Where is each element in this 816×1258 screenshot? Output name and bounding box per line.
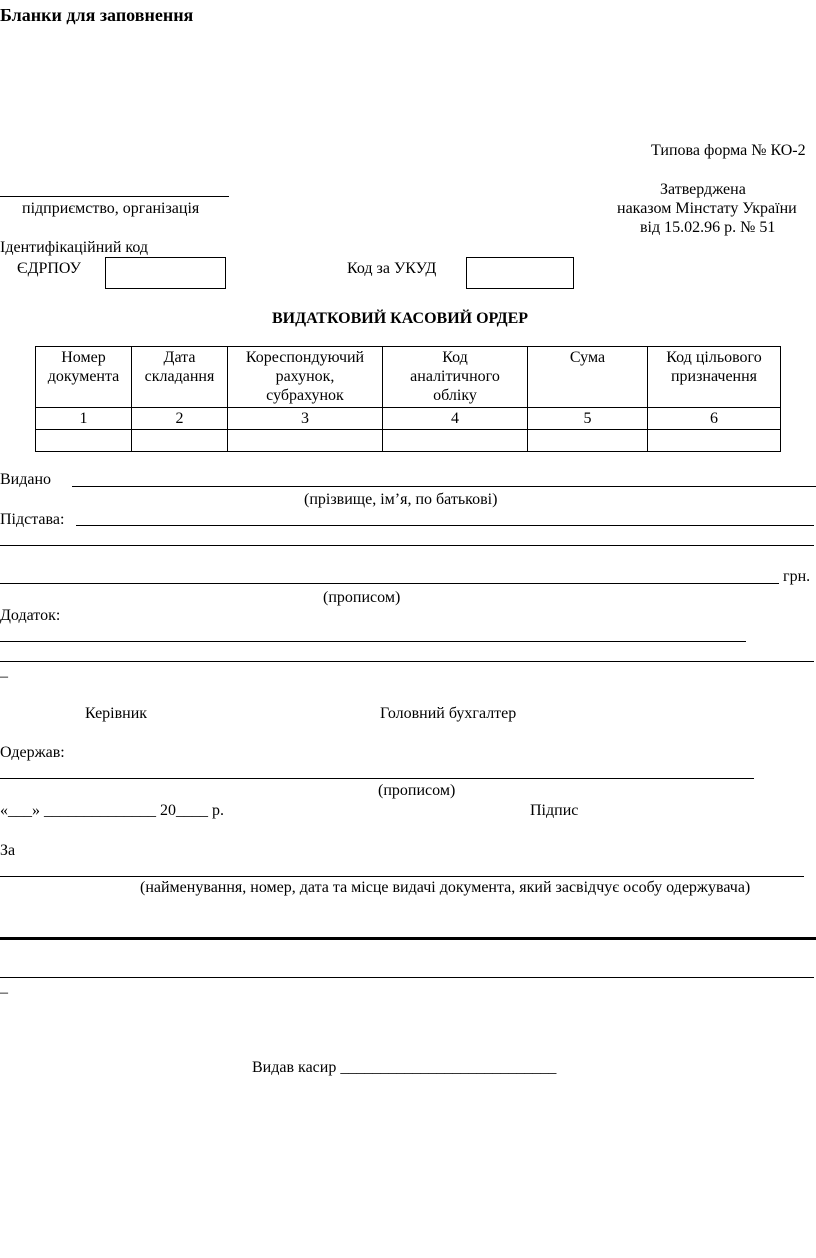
- by-label: За: [0, 842, 16, 859]
- page-title: Бланки для заповнення: [0, 5, 194, 25]
- amount-line[interactable]: [0, 583, 779, 584]
- currency-label: грн.: [783, 568, 811, 585]
- date-line[interactable]: «___» ______________ 20____ р.: [0, 802, 224, 819]
- attachment-label: Додаток:: [0, 607, 61, 624]
- table-cell-account[interactable]: [228, 430, 383, 452]
- issued-line[interactable]: [72, 486, 816, 487]
- attachment-line-1[interactable]: [0, 641, 746, 642]
- order-table: [35, 346, 781, 452]
- column-number: 4: [383, 408, 528, 430]
- received-line[interactable]: [0, 778, 754, 779]
- table-cell-purpose-code[interactable]: [648, 430, 781, 452]
- basis-line-1[interactable]: [76, 525, 814, 526]
- ukud-label: Код за УКУД: [347, 260, 437, 277]
- enterprise-line: [0, 196, 229, 197]
- header-sum: Сума: [528, 347, 648, 408]
- ukud-field[interactable]: [466, 257, 574, 289]
- dash-mark: –: [0, 984, 8, 1001]
- basis-line-2[interactable]: [0, 545, 814, 546]
- received-caption: (прописом): [378, 782, 456, 799]
- approval-line-1: Затверджена: [660, 181, 746, 198]
- edrpou-field[interactable]: [105, 257, 226, 289]
- column-number: 5: [528, 408, 648, 430]
- table-cell-analytic-code[interactable]: [383, 430, 528, 452]
- document-line[interactable]: [0, 876, 804, 877]
- table-cell-sum[interactable]: [528, 430, 648, 452]
- order-title: ВИДАТКОВИЙ КАСОВИЙ ОРДЕР: [272, 310, 529, 327]
- issued-caption: (прізвище, ім’я, по батькові): [304, 491, 498, 508]
- approval-line-2: наказом Мінстату України: [617, 200, 797, 217]
- table-cell-doc-number[interactable]: [36, 430, 132, 452]
- header-purpose-code: Код цільового призначення: [648, 347, 781, 408]
- basis-label: Підстава:: [0, 511, 65, 528]
- dash-mark: –: [0, 668, 8, 685]
- chief-accountant-label: Головний бухгалтер: [380, 705, 517, 722]
- attachment-line-2[interactable]: [0, 661, 814, 662]
- header-account: Кореспондуючий рахунок, субрахунок: [228, 347, 383, 408]
- signature-label: Підпис: [530, 802, 579, 819]
- bottom-line[interactable]: [0, 977, 814, 978]
- header-date: Дата складання: [132, 347, 228, 408]
- form-type: Типова форма № КО-2: [651, 142, 806, 159]
- head-label: Керівник: [85, 705, 148, 722]
- cashier-label: Видав касир ___________________________: [252, 1059, 557, 1076]
- column-number: 6: [648, 408, 781, 430]
- issued-label: Видано: [0, 471, 52, 488]
- table-header-row: [36, 347, 781, 408]
- identification-code-label: Ідентифікаційний код: [0, 239, 149, 256]
- header-analytic-code: Код аналітичного обліку: [383, 347, 528, 408]
- header-doc-number: Номер документа: [36, 347, 132, 408]
- cut-line: [0, 937, 816, 940]
- edrpou-label: ЄДРПОУ: [17, 260, 81, 277]
- table-cell-date[interactable]: [132, 430, 228, 452]
- approval-line-3: від 15.02.96 р. № 51: [640, 219, 776, 236]
- column-number: 3: [228, 408, 383, 430]
- table-number-row: [36, 408, 781, 430]
- enterprise-label: підприємство, організація: [22, 200, 200, 217]
- amount-caption: (прописом): [323, 589, 401, 606]
- column-number: 1: [36, 408, 132, 430]
- document-caption: (найменування, номер, дата та місце видачі документа, який засвідчує особу одержувача): [140, 879, 751, 896]
- received-label: Одержав:: [0, 744, 65, 761]
- table-row: [36, 430, 781, 452]
- column-number: 2: [132, 408, 228, 430]
